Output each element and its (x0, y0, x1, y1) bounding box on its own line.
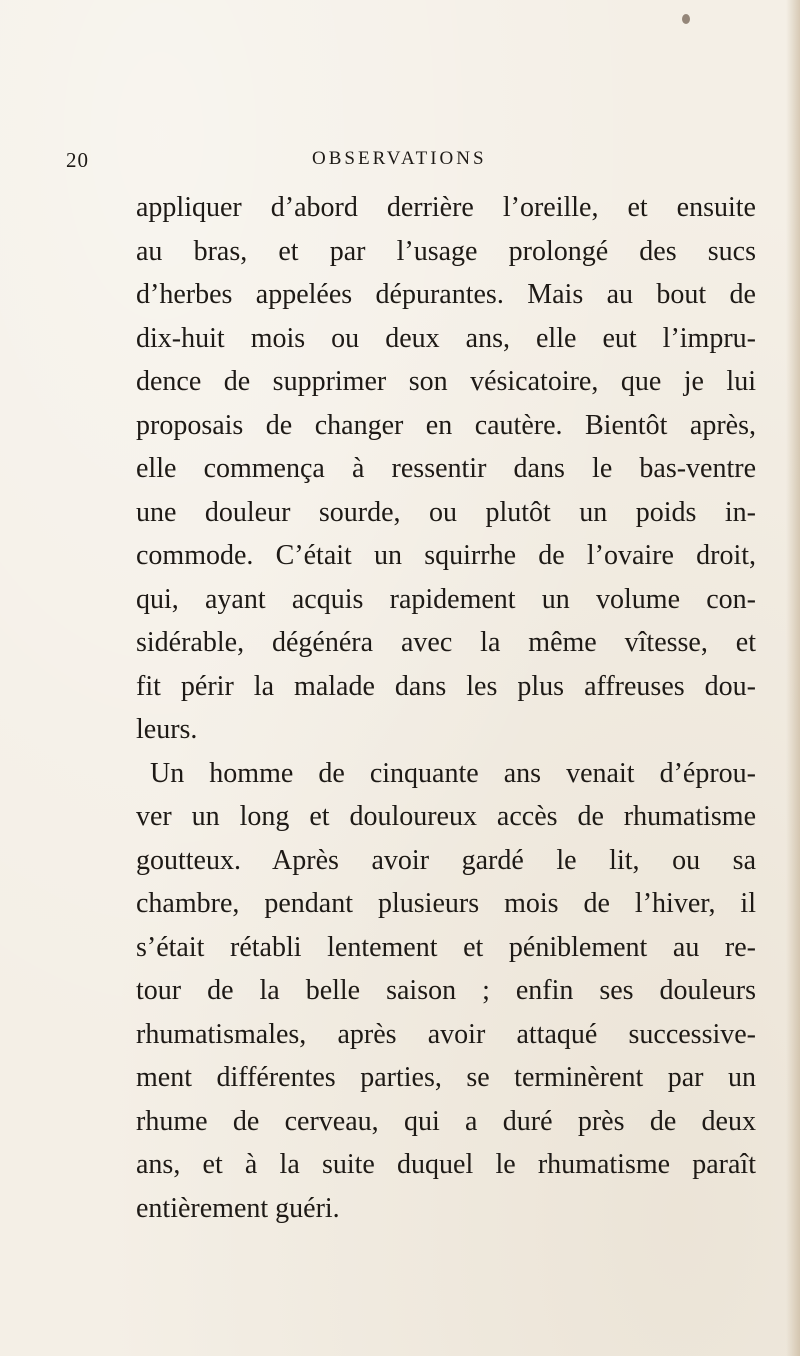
text-line: Un homme de cinquante ans venait d’éprou- (150, 757, 756, 789)
text-line: ans, et à la suite duquel le rhumatisme paraît (136, 1149, 756, 1180)
text-line: commode. C’était un squirrhe de l’ovaire droit, (136, 540, 756, 571)
text-line: s’était rétabli lentement et péniblement au re- (136, 931, 756, 963)
running-title: OBSERVATIONS (312, 148, 487, 169)
text-line: rhumatismales, après avoir attaqué successive- (136, 1018, 756, 1050)
text-line: rhume de cerveau, qui a duré près de deux (136, 1105, 756, 1137)
text-line: chambre, pendant plusieurs mois de l’hiver, il (136, 888, 756, 919)
page-edge-shadow (786, 0, 800, 1356)
ink-spot (682, 14, 690, 24)
text-line: entièrement guéri. (136, 1192, 340, 1224)
text-line: tour de la belle saison ; enfin ses douleurs (136, 975, 756, 1006)
text-line: goutteux. Après avoir gardé le lit, ou sa (136, 844, 756, 876)
text-line: elle commença à ressentir dans le bas-ventre (136, 453, 756, 484)
text-line: proposais de changer en cautère. Bientôt après, (136, 409, 756, 441)
running-head (0, 148, 800, 178)
page-number: 20 (66, 148, 89, 172)
text-line: leurs. (136, 714, 198, 745)
text-line: une douleur sourde, ou plutôt un poids in- (136, 496, 756, 528)
text-line: fit périr la malade dans les plus affreuses dou- (136, 670, 756, 702)
text-line: ver un long et douloureux accès de rhumatisme (136, 801, 756, 832)
text-line: au bras, et par l’usage prolongé des sucs (136, 235, 756, 267)
text-line: sidérable, dégénéra avec la même vîtesse, et (136, 627, 756, 658)
body-text (136, 186, 756, 1230)
text-line: dix-huit mois ou deux ans, elle eut l’impru- (136, 322, 756, 354)
text-line: d’herbes appelées dépurantes. Mais au bout de (136, 279, 756, 310)
text-line: appliquer d’abord derrière l’oreille, et ensuite (136, 192, 756, 223)
text-line: dence de supprimer son vésicatoire, que je lui (136, 366, 756, 397)
text-line: ment différentes parties, se terminèrent par un (136, 1062, 756, 1093)
text-line: qui, ayant acquis rapidement un volume con- (136, 583, 756, 615)
